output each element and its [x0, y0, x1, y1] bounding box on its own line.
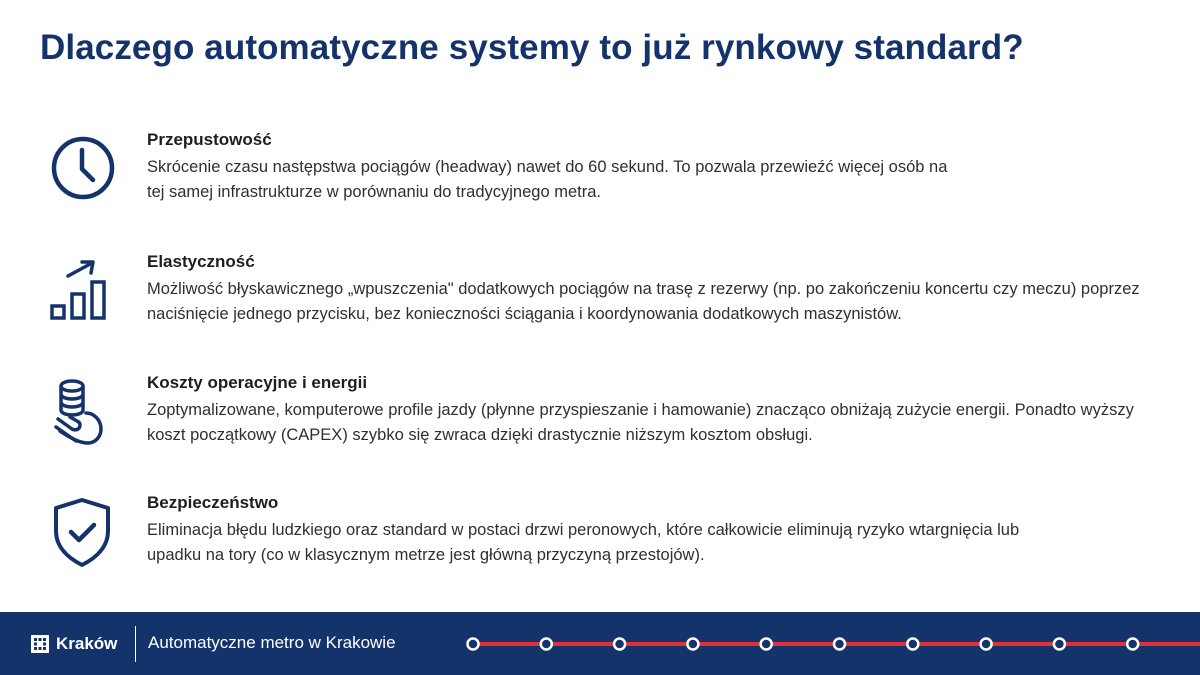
benefit-description: Możliwość błyskawicznego „wpuszczenia" dodatkowych pociągów na trasę z rezerwy (np. po zakończeniu koncertu czy meczu) poprzez naciśnięcie jednego przycisku, bez konieczności ściągania i koordynowania dodatkowych maszynistów. [147, 280, 1140, 323]
station-dot [614, 639, 625, 650]
metro-line-graphic [465, 630, 1200, 658]
benefit-item-throughput [0, 130, 1200, 230]
benefit-heading: Koszty operacyjne i energii [147, 373, 368, 392]
clock-icon [46, 134, 118, 206]
growth-chart-icon [46, 256, 118, 328]
coins-hand-icon [46, 377, 118, 449]
benefit-heading: Bezpieczeństwo [147, 493, 279, 512]
footer-caption: Automatyczne metro w Krakowie [148, 633, 396, 652]
page-title: Dlaczego automatyczne systemy to już rynkowy standard? [40, 28, 1024, 67]
station-dot [1054, 639, 1065, 650]
benefit-description: Zoptymalizowane, komputerowe profile jazdy (płynne przyspieszanie i hamowanie) znacząco obniżają zużycie energii. Ponadto wyższy koszt początkowy (CAPEX) szybko się zwraca dzięki drastycznie niższym kosztom obsługi. [147, 401, 1134, 444]
benefit-item-safety [0, 493, 1200, 593]
station-dot [834, 639, 845, 650]
footer-bar [0, 612, 1200, 675]
station-dot [1127, 639, 1138, 650]
benefit-item-costs [0, 373, 1200, 473]
footer-divider [135, 626, 136, 662]
station-dot [907, 639, 918, 650]
shield-check-icon [46, 497, 118, 569]
station-dot [687, 639, 698, 650]
benefit-item-flexibility [0, 252, 1200, 352]
benefit-heading: Elastyczność [147, 252, 255, 271]
krakow-crest-icon [30, 634, 50, 654]
station-dot [981, 639, 992, 650]
benefit-description: Skrócenie czasu następstwa pociągów (headway) nawet do 60 sekund. To pozwala przewieźć więcej osób na tej samej infrastrukturze w porównaniu do tradycyjnego metra. [147, 158, 948, 201]
krakow-logo [30, 632, 117, 656]
logo-text: Kraków [56, 634, 118, 653]
station-dot [761, 639, 772, 650]
benefit-heading: Przepustowość [147, 130, 272, 149]
benefit-description: Eliminacja błędu ludzkiego oraz standard w postaci drzwi peronowych, które całkowicie eliminują ryzyko wtargnięcia lub upadku na tory (co w klasycznym metrze jest główną przyczyną przestojów). [147, 521, 1020, 564]
station-dot [468, 639, 479, 650]
station-dot [541, 639, 552, 650]
